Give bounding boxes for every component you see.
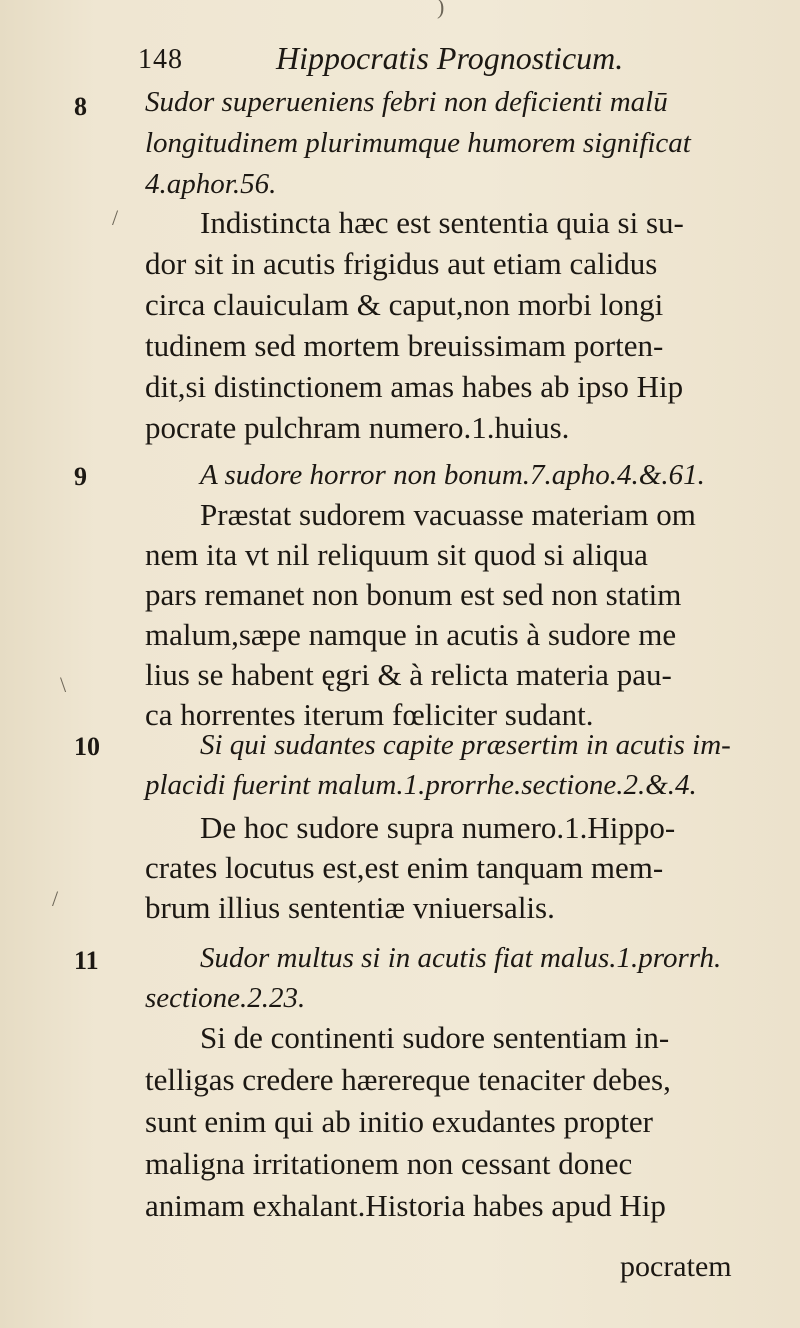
ink-mark: / xyxy=(112,205,119,230)
margin-number: 10 xyxy=(74,732,100,761)
page-header xyxy=(128,38,748,86)
running-title: Hippocratis Prognosticum. xyxy=(276,40,624,76)
text-line: sectione.2.23. xyxy=(145,982,306,1014)
margin-number: 11 xyxy=(74,946,99,975)
text-line: Si qui sudantes capite præsertim in acutis im- xyxy=(200,729,731,761)
text-line: circa clauiculam & caput,non morbi longi xyxy=(145,287,664,322)
text-line: Sudor superueniens febri non deficienti malū xyxy=(145,86,668,118)
text-line: nem ita vt nil reliquum sit quod si aliqua xyxy=(145,537,648,572)
text-line: De hoc sudore supra numero.1.Hippo- xyxy=(200,810,676,845)
catchword: pocratem xyxy=(620,1250,732,1283)
text-line: sunt enim qui ab initio exudantes propter xyxy=(145,1104,653,1139)
ink-mark: ) xyxy=(437,0,445,19)
text-line: longitudinem plurimumque humorem significat xyxy=(145,127,691,159)
text-line: animam exhalant.Historia habes apud Hip xyxy=(145,1188,666,1223)
text-line: lius se habent ęgri & à relicta materia pau- xyxy=(145,657,672,692)
margin-number: 8 xyxy=(74,92,87,121)
ink-mark: / xyxy=(52,886,59,911)
text-line: telligas credere hærereque tenaciter debes, xyxy=(145,1062,671,1097)
text-line: tudinem sed mortem breuissimam porten- xyxy=(145,328,664,363)
text-line: placidi fuerint malum.1.prorrhe.sectione.2.&.4. xyxy=(145,769,697,801)
ink-mark: \ xyxy=(60,672,67,697)
text-line: brum illius sententiæ vniuersalis. xyxy=(145,890,555,925)
text-line: Præstat sudorem vacuasse materiam om xyxy=(200,497,696,532)
text-line: 4.aphor.56. xyxy=(145,168,277,200)
margin-number: 9 xyxy=(74,462,87,491)
text-line: dor sit in acutis frigidus aut etiam calidus xyxy=(145,246,658,281)
text-line: pocrate pulchram numero.1.huius. xyxy=(145,410,570,445)
text-line: pars remanet non bonum est sed non statim xyxy=(145,577,682,612)
text-line: maligna irritationem non cessant donec xyxy=(145,1146,633,1181)
text-line: crates locutus est,est enim tanquam mem- xyxy=(145,850,664,885)
text-line: Si de continenti sudore sententiam in- xyxy=(200,1020,670,1055)
text-line: ca horrentes iterum fœliciter sudant. xyxy=(145,697,594,732)
text-line: Indistincta hæc est sententia quia si su- xyxy=(200,205,684,240)
text-line: malum,sæpe namque in acutis à sudore me xyxy=(145,617,677,652)
page-number: 148 xyxy=(138,44,183,75)
text-line: dit,si distinctionem amas habes ab ipso Hip xyxy=(145,369,684,404)
text-line: Sudor multus si in acutis fiat malus.1.prorrh. xyxy=(200,942,722,974)
text-line: A sudore horror non bonum.7.apho.4.&.61. xyxy=(200,459,705,491)
